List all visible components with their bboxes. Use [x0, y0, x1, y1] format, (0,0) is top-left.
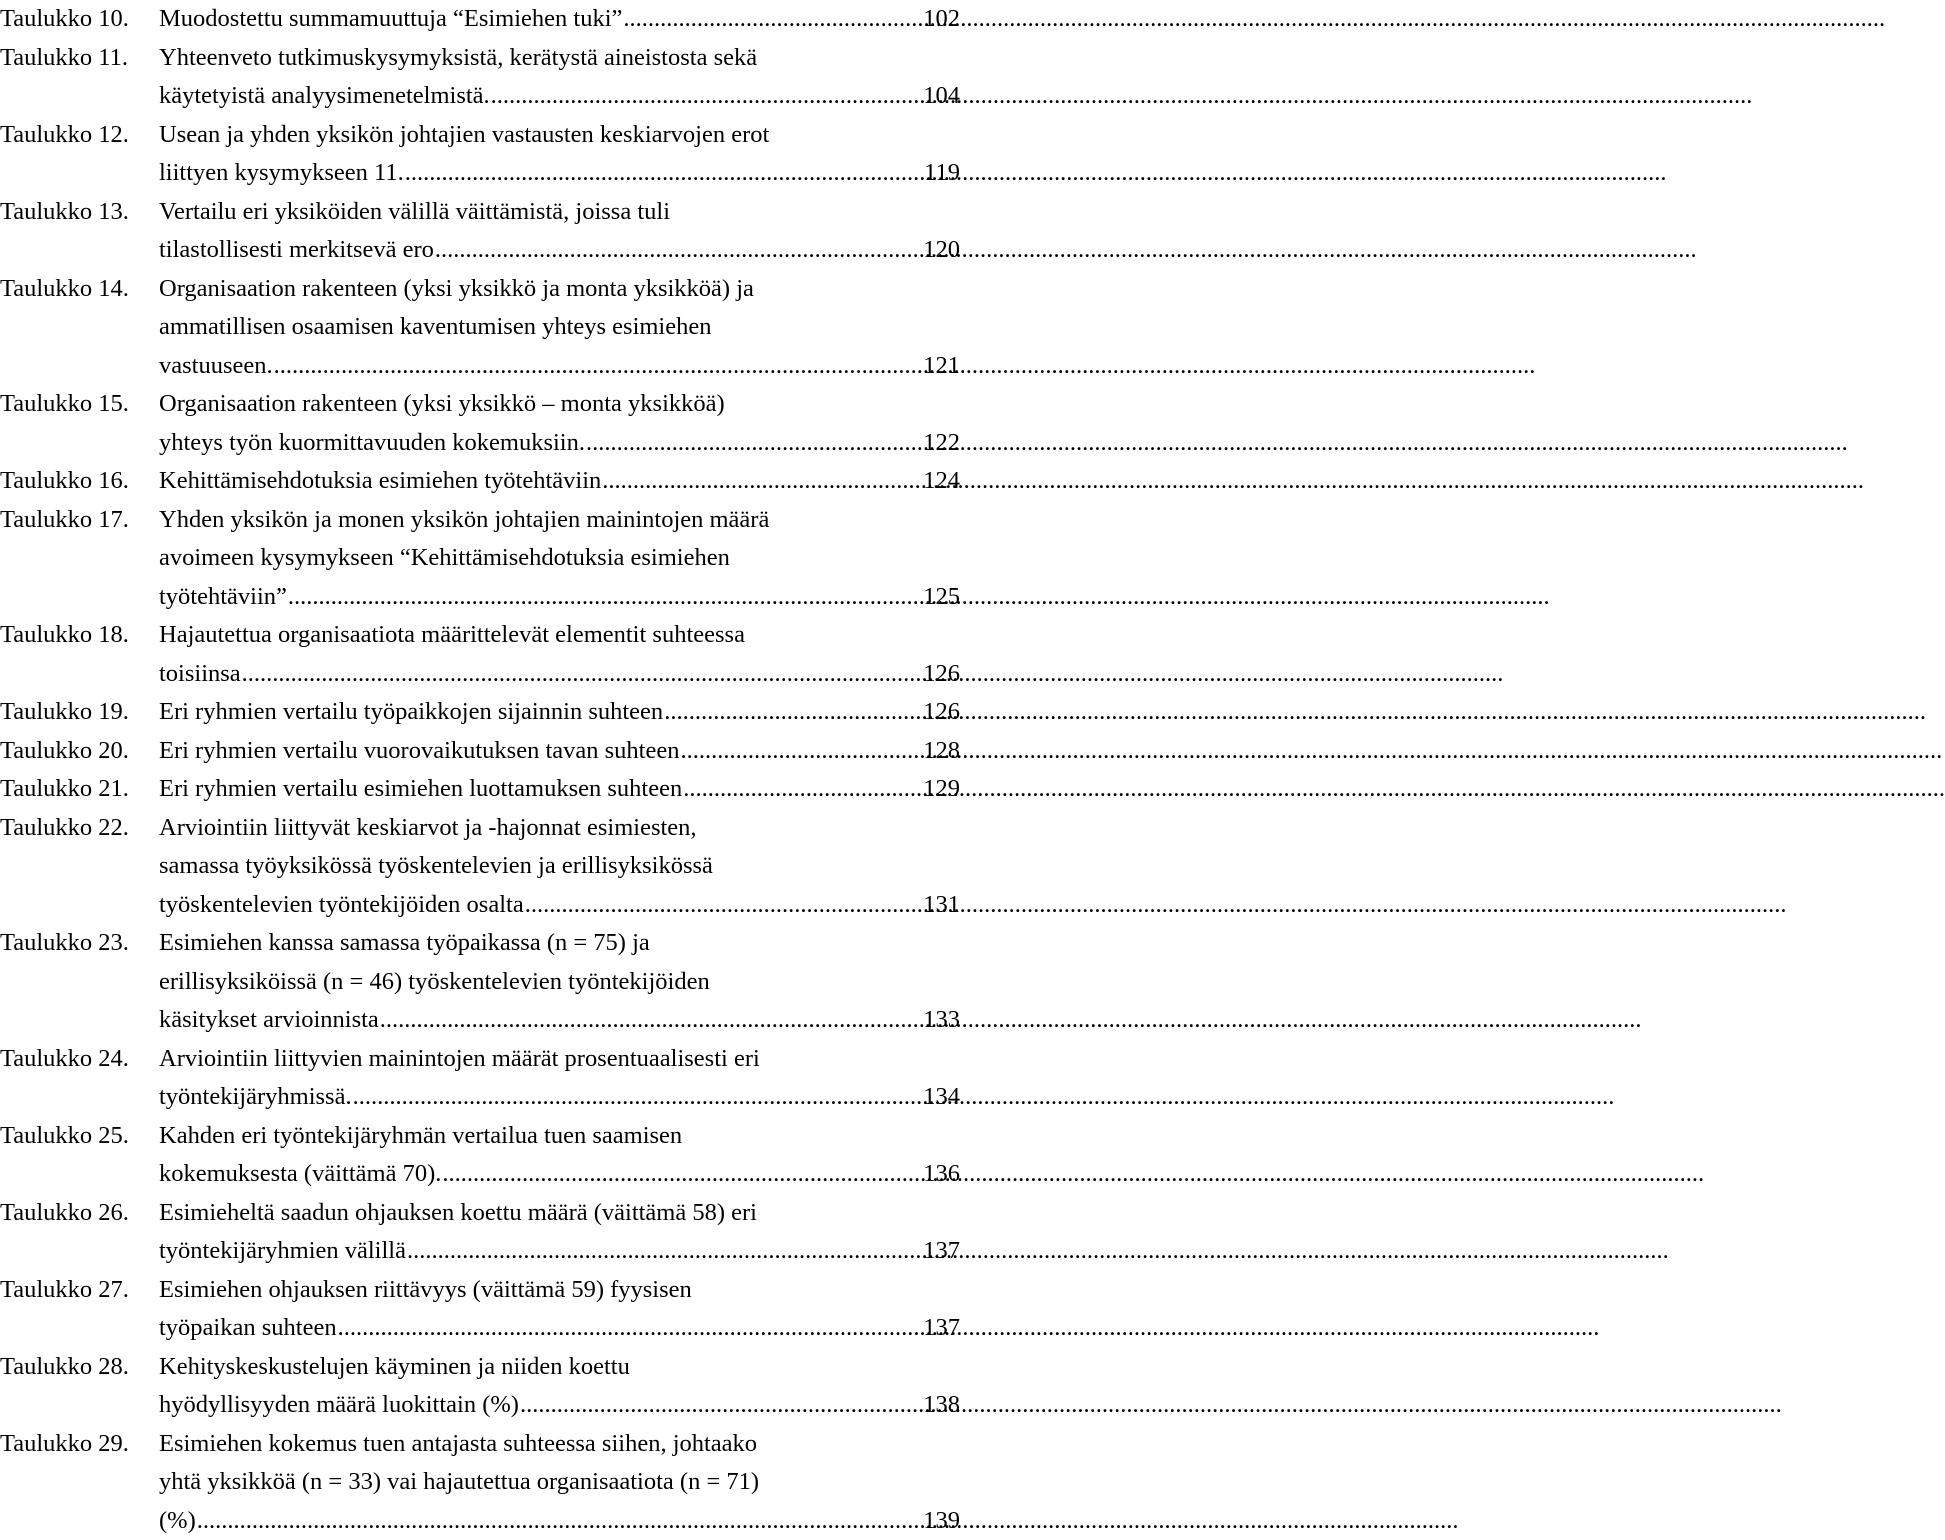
toc-entry-line	[159, 1078, 960, 1117]
toc-entry[interactable]	[0, 732, 960, 771]
toc-entry[interactable]	[0, 693, 960, 732]
toc-entry-line	[159, 308, 960, 347]
toc-entry-title	[159, 39, 960, 116]
toc-entry[interactable]	[0, 809, 960, 925]
toc-entry-title	[159, 1040, 960, 1117]
document-page	[0, 0, 960, 1523]
toc-entry-label: Taulukko 10.	[0, 0, 129, 39]
dot-leader	[197, 1502, 923, 1540]
toc-entry-label: Taulukko 25.	[0, 1117, 129, 1156]
toc-entry-page: 136	[923, 1155, 960, 1194]
toc-entry-text: tilastollisesti merkitsevä ero	[159, 231, 434, 270]
dot-leader	[683, 770, 922, 809]
toc-entry-title	[159, 770, 960, 809]
dot-leader	[353, 1078, 923, 1117]
toc-entry-line	[159, 963, 960, 1002]
toc-entry-page: 102	[923, 0, 960, 39]
toc-entry-text: Yhteenveto tutkimuskysymyksistä, kerätystä aineistosta sekä	[159, 39, 757, 78]
toc-entry-text: työntekijäryhmissä.	[159, 1078, 352, 1117]
toc-entry-title	[159, 1271, 960, 1348]
toc-entry[interactable]	[0, 1348, 960, 1425]
toc-entry-text: Kehittämisehdotuksia esimiehen työtehtäviin	[159, 462, 601, 501]
toc-entry-text: työntekijäryhmien välillä	[159, 1232, 406, 1271]
toc-entry-line	[159, 424, 960, 463]
toc-entry-line	[159, 193, 960, 232]
dot-leader	[288, 578, 922, 617]
toc-entry[interactable]	[0, 1194, 960, 1271]
toc-entry-text: (%)	[159, 1502, 196, 1540]
toc-entry-text: Eri ryhmien vertailu työpaikkojen sijainnin suhteen	[159, 693, 663, 732]
toc-entry-label: Taulukko 27.	[0, 1271, 129, 1310]
toc-entry-title	[159, 270, 960, 386]
toc-entry-page: 131	[923, 886, 960, 925]
dot-leader	[602, 462, 922, 501]
toc-entry-line	[159, 770, 960, 809]
toc-entry-label: Taulukko 17.	[0, 501, 129, 540]
toc-entry-text: Kahden eri työntekijäryhmän vertailua tuen saamisen	[159, 1117, 682, 1156]
toc-entry-text: Organisaation rakenteen (yksi yksikkö ja monta yksikköä) ja	[159, 270, 754, 309]
toc-entry[interactable]	[0, 1425, 960, 1540]
toc-entry-text: Vertailu eri yksiköiden välillä väittämistä, joissa tuli	[159, 193, 670, 232]
toc-entry[interactable]	[0, 501, 960, 617]
toc-entry-text: käsitykset arvioinnista	[159, 1001, 379, 1040]
toc-entry[interactable]	[0, 193, 960, 270]
toc-entry-title	[159, 193, 960, 270]
toc-entry-text: hyödyllisyyden määrä luokittain (%)	[159, 1386, 519, 1425]
toc-entry-line	[159, 1117, 960, 1156]
toc-entry-label: Taulukko 14.	[0, 270, 129, 309]
toc-entry-text: Usean ja yhden yksikön johtajien vastausten keskiarvojen erot	[159, 116, 769, 155]
toc-entry-title	[159, 732, 960, 771]
toc-entry-line	[159, 809, 960, 848]
toc-entry-line	[159, 462, 960, 501]
toc-entry-line	[159, 347, 960, 386]
toc-entry-label: Taulukko 11.	[0, 39, 128, 78]
toc-entry-text: työskentelevien työntekijöiden osalta	[159, 886, 524, 925]
toc-entry-line	[159, 655, 960, 694]
toc-entry-label: Taulukko 16.	[0, 462, 129, 501]
toc-entry-text: Eri ryhmien vertailu esimiehen luottamuksen suhteen	[159, 770, 682, 809]
dot-leader	[380, 1001, 922, 1040]
toc-entry-line	[159, 1463, 960, 1502]
toc-entry[interactable]	[0, 770, 960, 809]
toc-entry-text: työpaikan suhteen	[159, 1309, 337, 1348]
toc-entry-text: Arviointiin liittyvien mainintojen määrät prosentuaalisesti eri	[159, 1040, 760, 1079]
toc-entry-title	[159, 1194, 960, 1271]
toc-entry-text: Eri ryhmien vertailu vuorovaikutuksen tavan suhteen	[159, 732, 679, 771]
toc-entry-label: Taulukko 13.	[0, 193, 129, 232]
dot-leader	[664, 693, 922, 732]
toc-entry-line	[159, 616, 960, 655]
toc-entry-line	[159, 1155, 960, 1194]
toc-entry-label: Taulukko 20.	[0, 732, 129, 771]
toc-entry-title	[159, 462, 960, 501]
toc-entry-page: 120	[923, 231, 960, 270]
toc-entry-title	[159, 501, 960, 617]
toc-entry[interactable]	[0, 462, 960, 501]
toc-entry-text: Esimiehen kokemus tuen antajasta suhteessa siihen, johtaako	[159, 1425, 757, 1464]
dot-leader	[407, 1232, 922, 1271]
toc-entry-line	[159, 539, 960, 578]
toc-entry-page: 137	[923, 1309, 960, 1348]
toc-entry-label: Taulukko 29.	[0, 1425, 129, 1464]
toc-entry-text: liittyen kysymykseen 11.	[159, 154, 404, 193]
toc-entry-label: Taulukko 26.	[0, 1194, 129, 1233]
toc-entry-text: toisiinsa	[159, 655, 241, 694]
toc-entry-text: Kehityskeskustelujen käyminen ja niiden koettu	[159, 1348, 630, 1387]
toc-entry-line	[159, 385, 960, 424]
toc-entry-text: Yhden yksikön ja monen yksikön johtajien mainintojen määrä	[159, 501, 769, 540]
dot-leader	[242, 655, 923, 694]
toc-entry-page: 122	[923, 424, 960, 463]
toc-entry-label: Taulukko 28.	[0, 1348, 129, 1387]
dot-leader	[623, 0, 922, 39]
toc-entry-label: Taulukko 24.	[0, 1040, 129, 1079]
toc-entry[interactable]	[0, 270, 960, 386]
toc-entry-line	[159, 1232, 960, 1271]
toc-entry-page: 104	[923, 77, 960, 116]
toc-entry-text: ammatillisen osaamisen kaventumisen yhteys esimiehen	[159, 308, 711, 347]
toc-entry-title	[159, 924, 960, 1040]
toc-entry-line	[159, 847, 960, 886]
toc-entry-line	[159, 1194, 960, 1233]
toc-entry-page: 133	[923, 1001, 960, 1040]
toc-entry-text: erillisyksiköissä (n = 46) työskentelevien työntekijöiden	[159, 963, 710, 1002]
toc-entry-text: vastuuseen.	[159, 347, 273, 386]
toc-entry-line	[159, 116, 960, 155]
toc-entry-text: käytetyistä analyysimenetelmistä.	[159, 77, 490, 116]
dot-leader	[274, 347, 923, 386]
toc-entry-text: samassa työyksikössä työskentelevien ja erillisyksikössä	[159, 847, 713, 886]
toc-entry-label: Taulukko 21.	[0, 770, 129, 809]
toc-entry[interactable]	[0, 385, 960, 462]
toc-entry-page: 137	[923, 1232, 960, 1271]
toc-entry[interactable]	[0, 1271, 960, 1348]
toc-entry-text: Esimieheltä saadun ohjauksen koettu määrä (väittämä 58) eri	[159, 1194, 757, 1233]
toc-entry-line	[159, 501, 960, 540]
toc-entry-page: 139	[923, 1502, 960, 1540]
toc-entry-text: yhteys työn kuormittavuuden kokemuksiin.	[159, 424, 585, 463]
dot-leader	[338, 1309, 923, 1348]
toc-entry-line	[159, 231, 960, 270]
toc-entry-line	[159, 270, 960, 309]
dot-leader	[525, 886, 923, 925]
toc-entry-text: yhtä yksikköä (n = 33) vai hajautettua organisaatiota (n = 71)	[159, 1463, 759, 1502]
toc-entry-line	[159, 1502, 960, 1540]
dot-leader	[520, 1386, 922, 1425]
toc-entry-line	[159, 1040, 960, 1079]
toc-entry-page: 126	[923, 693, 960, 732]
dot-leader	[680, 732, 922, 771]
toc-entry-line	[159, 1386, 960, 1425]
toc-entry-page: 126	[923, 655, 960, 694]
toc-entry[interactable]	[0, 616, 960, 693]
toc-entry-line	[159, 0, 960, 39]
toc-entry-text: työtehtäviin”	[159, 578, 287, 617]
toc-entry-title	[159, 1117, 960, 1194]
toc-entry[interactable]	[0, 116, 960, 193]
toc-entry-line	[159, 77, 960, 116]
toc-entry-title	[159, 385, 960, 462]
toc-entry-page: 134	[923, 1078, 960, 1117]
toc-entry-line	[159, 578, 960, 617]
toc-entry-page: 121	[923, 347, 960, 386]
toc-entry-label: Taulukko 23.	[0, 924, 129, 963]
dot-leader	[435, 231, 922, 270]
toc-entry-text: Esimiehen kanssa samassa työpaikassa (n = 75) ja	[159, 924, 650, 963]
toc-entry-line	[159, 924, 960, 963]
toc-entry-title	[159, 693, 960, 732]
toc-entry-title	[159, 1425, 960, 1540]
dot-leader	[491, 77, 923, 116]
toc-entry-line	[159, 154, 960, 193]
toc-entry-label: Taulukko 22.	[0, 809, 129, 848]
toc-entry-line	[159, 1271, 960, 1310]
dot-leader	[586, 424, 922, 463]
toc-entry-title	[159, 809, 960, 925]
toc-entry-title	[159, 1348, 960, 1425]
toc-entry-page: 129	[923, 770, 960, 809]
toc-entry-label: Taulukko 18.	[0, 616, 129, 655]
toc-entry-label: Taulukko 19.	[0, 693, 129, 732]
toc-entry-line	[159, 1425, 960, 1464]
toc-entry-label: Taulukko 12.	[0, 116, 129, 155]
toc-entry-page: 119	[924, 154, 960, 193]
toc-entry[interactable]	[0, 1117, 960, 1194]
toc-entry-line	[159, 39, 960, 78]
table-list	[0, 0, 960, 1540]
toc-entry-text: Esimiehen ohjauksen riittävyys (väittämä 59) fyysisen	[159, 1271, 692, 1310]
toc-entry-title	[159, 616, 960, 693]
toc-entry-text: Arviointiin liittyvät keskiarvot ja -hajonnat esimiesten,	[159, 809, 697, 848]
toc-entry[interactable]	[0, 924, 960, 1040]
toc-entry-text: Hajautettua organisaatiota määrittelevät elementit suhteessa	[159, 616, 745, 655]
toc-entry-text: Muodostettu summamuuttuja “Esimiehen tuki”	[159, 0, 622, 39]
toc-entry-text: Organisaation rakenteen (yksi yksikkö – monta yksikköä)	[159, 385, 725, 424]
toc-entry-line	[159, 1001, 960, 1040]
toc-entry-text: avoimeen kysymykseen “Kehittämisehdotuksia esimiehen	[159, 539, 730, 578]
toc-entry-page: 128	[923, 732, 960, 771]
toc-entry-title	[159, 116, 960, 193]
toc-entry-line	[159, 732, 960, 771]
toc-entry-line	[159, 693, 960, 732]
toc-entry-line	[159, 886, 960, 925]
toc-entry-page: 138	[923, 1386, 960, 1425]
toc-entry-page: 125	[923, 578, 960, 617]
toc-entry-line	[159, 1309, 960, 1348]
toc-entry-title	[159, 0, 960, 39]
toc-entry-line	[159, 1348, 960, 1387]
toc-entry[interactable]	[0, 0, 960, 39]
dot-leader	[442, 1155, 922, 1194]
toc-entry-text: kokemuksesta (väittämä 70).	[159, 1155, 441, 1194]
toc-entry[interactable]	[0, 1040, 960, 1117]
dot-leader	[405, 154, 923, 193]
toc-entry-label: Taulukko 15.	[0, 385, 129, 424]
toc-entry-page: 124	[923, 462, 960, 501]
toc-entry[interactable]	[0, 39, 960, 116]
